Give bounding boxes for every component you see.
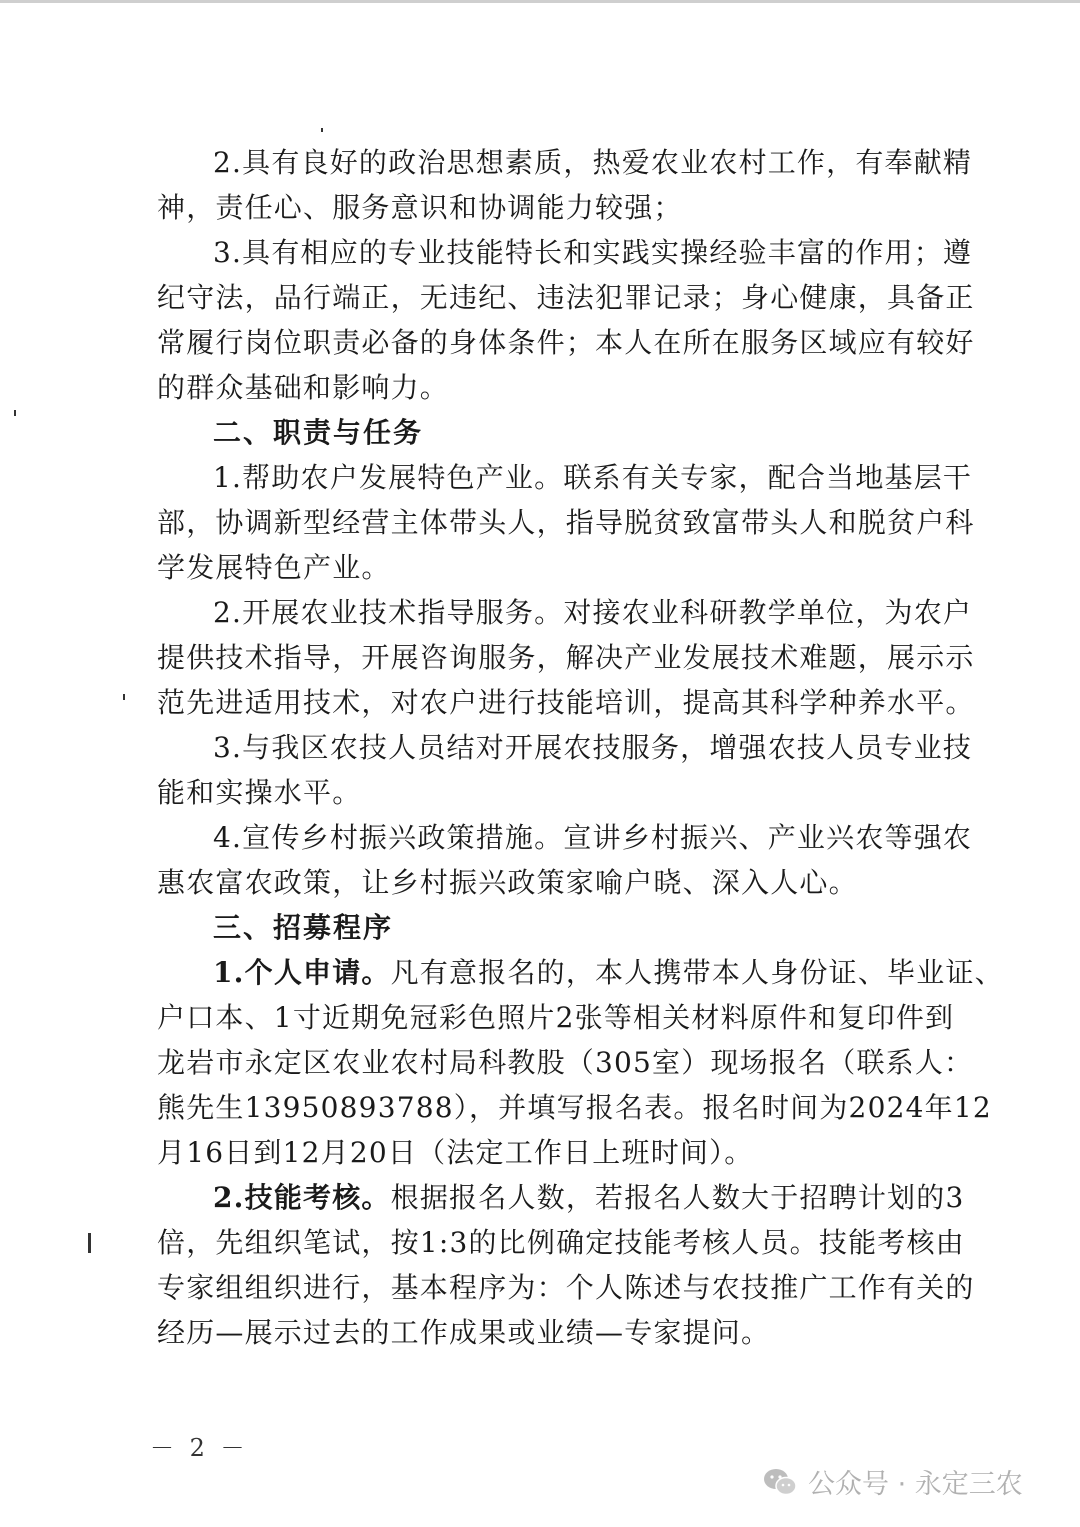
- text-line: 常履行岗位职责必备的身体条件；本人在所在服务区域应有较好: [157, 326, 975, 359]
- paragraph: [157, 590, 975, 725]
- text-line: 惠农富农政策，让乡村振兴政策家喻户晓、深入人心。: [157, 866, 858, 899]
- text-line: 神，责任心、服务意识和协调能力较强；: [157, 191, 683, 224]
- line-text: 根据报名人数，若报名人数大于招聘计划的3: [390, 1181, 965, 1214]
- paragraph: [157, 815, 973, 905]
- watermark-text: 公众号 · 永定三农: [808, 1469, 1023, 1500]
- text-line: 2.具有良好的政治思想素质，热爱农业农村工作，有奉献精: [213, 146, 973, 179]
- text-line: 范先进适用技术，对农户进行技能培训，提高其科学种养水平。: [157, 686, 975, 719]
- line-text: 凡有意报名的，本人携带本人身份证、毕业证、: [390, 956, 1004, 989]
- text-line: [157, 950, 1004, 995]
- paragraph: [157, 140, 973, 230]
- bold-lead: 1.个人申请。: [213, 956, 391, 989]
- scan-top-edge: [0, 0, 1080, 3]
- wechat-icon: [762, 1467, 798, 1497]
- paragraph: [157, 950, 1004, 1175]
- text-line: 学发展特色产业。: [157, 551, 391, 584]
- paragraph: [157, 1175, 975, 1355]
- paragraph: [157, 455, 975, 590]
- scan-speck: [14, 410, 16, 416]
- page-number: － 2 －: [150, 1434, 249, 1462]
- scan-speck: [88, 1233, 91, 1253]
- text-line: 提供技术指导，开展咨询服务，解决产业发展技术难题，展示示: [157, 641, 975, 674]
- text-line: 熊先生13950893788），并填写报名表。报名时间为2024年12: [157, 1091, 992, 1124]
- text-line: 2.开展农业技术指导服务。对接农业科研教学单位，为农户: [213, 596, 973, 629]
- text-line: 3.与我区农技人员结对开展农技服务，增强农技人员专业技: [213, 731, 973, 764]
- text-line: 月16日到12月20日（法定工作日上班时间）。: [157, 1136, 754, 1169]
- section-heading: 三、招募程序: [213, 911, 394, 944]
- paragraph: [157, 230, 975, 410]
- text-line: 能和实操水平。: [157, 776, 362, 809]
- wechat-watermark: [762, 1462, 1023, 1501]
- text-line: 纪守法，品行端正，无违纪、违法犯罪记录；身心健康，具备正: [157, 281, 975, 314]
- text-line: 龙岩市永定区农业农村局科教股（305室）现场报名（联系人：: [157, 1046, 974, 1079]
- text-line: 1.帮助农户发展特色产业。联系有关专家，配合当地基层干: [213, 461, 973, 494]
- text-line: 部，协调新型经营主体带头人，指导脱贫致富带头人和脱贫户科: [157, 506, 975, 539]
- section-heading: 二、职责与任务: [213, 416, 424, 449]
- document-body: [157, 140, 1004, 1355]
- text-line: [157, 1175, 965, 1220]
- text-line: 3.具有相应的专业技能特长和实践实操经验丰富的作用；遵: [213, 236, 973, 269]
- scan-speck: [321, 128, 323, 132]
- text-line: 4.宣传乡村振兴政策措施。宣讲乡村振兴、产业兴农等强农: [213, 821, 973, 854]
- text-line: 专家组组织进行，基本程序为：个人陈述与农技推广工作有关的: [157, 1271, 975, 1304]
- scan-speck: [123, 694, 125, 700]
- text-line: 倍，先组织笔试，按1:3的比例确定技能考核人员。技能考核由: [157, 1226, 965, 1259]
- paragraph: [157, 725, 973, 815]
- bold-lead: 2.技能考核。: [213, 1181, 391, 1214]
- text-line: 的群众基础和影响力。: [157, 371, 450, 404]
- text-line: 经历—展示过去的工作成果或业绩—专家提问。: [157, 1316, 771, 1349]
- text-line: 户口本、1寸近期免冠彩色照片2张等相关材料原件和复印件到: [157, 1001, 955, 1034]
